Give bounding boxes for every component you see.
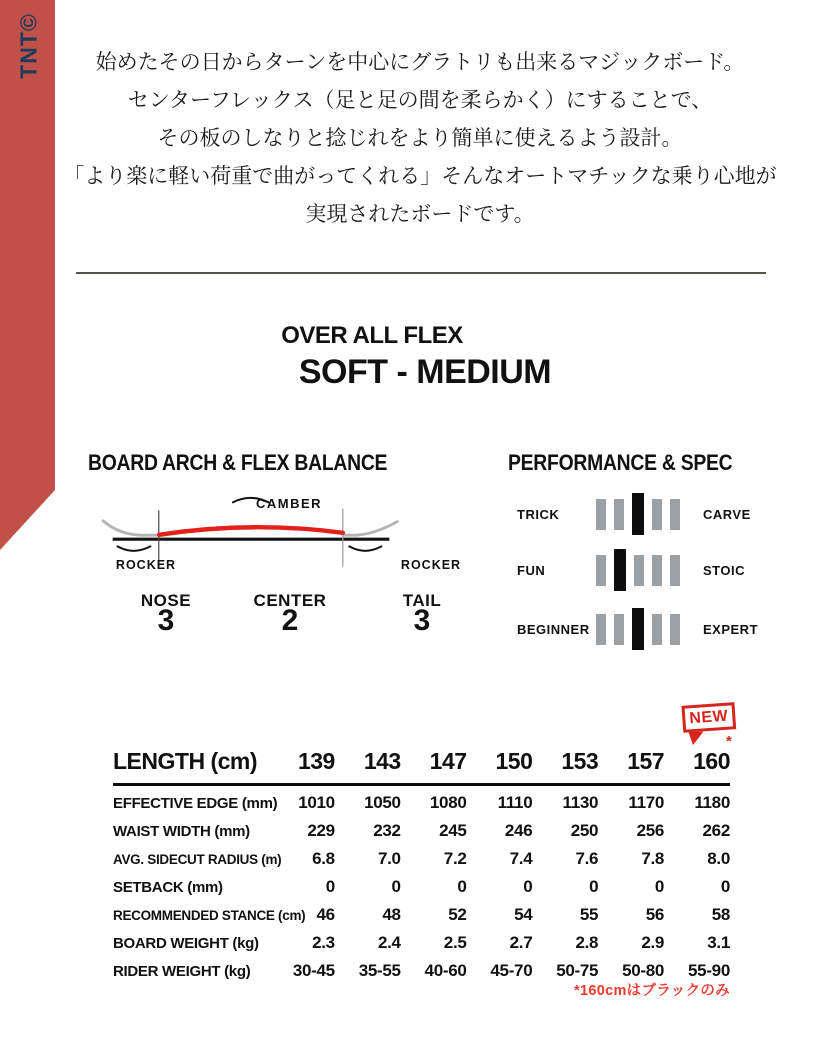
spec-value: 2.5 <box>443 933 467 952</box>
spec-value: 30-45 <box>292 961 335 980</box>
length-col-header: 160 <box>664 748 730 785</box>
spec-value: 1130 <box>562 793 599 812</box>
spec-value: 229 <box>307 821 335 840</box>
rocker-arc-icon <box>117 546 150 550</box>
spec-table <box>113 748 730 985</box>
spec-value: 3.1 <box>707 933 730 952</box>
tail-value: 3 <box>413 604 431 637</box>
spec-value: 232 <box>373 821 401 840</box>
spec-row-label: RIDER WEIGHT (kg) <box>113 962 251 980</box>
spec-value: 1180 <box>694 793 730 812</box>
center-label: CENTER <box>253 591 327 610</box>
spec-row <box>113 929 730 957</box>
spec-value: 1080 <box>429 793 467 812</box>
length-col-header: 147 <box>401 748 467 785</box>
spec-value: 0 <box>391 877 401 896</box>
rating-bar-active <box>632 608 644 650</box>
center-value: 2 <box>281 604 299 637</box>
intro-paragraph <box>0 44 840 234</box>
spec-value: 6.8 <box>312 849 335 868</box>
length-col-header: 153 <box>532 748 598 785</box>
spec-value: 8.0 <box>707 849 730 868</box>
arch-section-title: BOARD ARCH & FLEX BALANCE <box>88 450 388 475</box>
rating-bar-active <box>614 549 626 591</box>
spec-value: 55-90 <box>688 961 730 980</box>
rating-right-label: STOIC <box>703 563 745 578</box>
new-badge-asterisk: * <box>726 733 732 750</box>
spec-value: 0 <box>523 877 533 896</box>
spec-value: 2.3 <box>312 933 335 952</box>
length-col-header: 139 <box>269 748 335 785</box>
rating-bar <box>614 614 624 645</box>
spec-row-label: EFFECTIVE EDGE (mm) <box>113 794 278 812</box>
rocker-right-label: ROCKER <box>400 558 462 572</box>
rating-right-label: CARVE <box>703 507 751 522</box>
spec-table-body <box>113 785 730 986</box>
rating-bar <box>614 499 624 530</box>
length-col-header: 157 <box>598 748 664 785</box>
spec-value: 40-60 <box>424 961 467 980</box>
intro-line: 実現されたボードです。 <box>305 203 535 226</box>
rating-bar-active <box>632 493 644 535</box>
spec-value: 7.2 <box>443 849 467 868</box>
rating-left-label: BEGINNER <box>517 622 590 637</box>
spec-value: 1050 <box>364 793 401 812</box>
spec-row <box>113 873 730 901</box>
spec-value: 1110 <box>497 793 533 812</box>
rating-bar <box>652 499 662 530</box>
intro-line: 始めたその日からターンを中心にグラトリも出来るマジックボード。 <box>95 51 745 74</box>
section-divider <box>76 272 766 274</box>
spec-value: 7.6 <box>575 849 599 868</box>
spec-value: 35-55 <box>358 961 401 980</box>
camber-label: CAMBER <box>255 496 323 511</box>
spec-value: 58 <box>711 905 730 924</box>
spec-value: 0 <box>720 877 730 896</box>
rating-right-label: EXPERT <box>703 622 759 637</box>
spec-value: 7.8 <box>641 849 665 868</box>
spec-value: 50-80 <box>622 961 665 980</box>
spec-row-label: BOARD WEIGHT (kg) <box>113 934 259 952</box>
rating-bar <box>670 555 680 586</box>
length-col-header: 150 <box>467 748 533 785</box>
spec-table-length-label: LENGTH (cm) <box>113 748 269 785</box>
overall-flex-title: OVER ALL FLEX <box>281 322 463 349</box>
new-badge-label: NEW <box>681 702 736 733</box>
spec-value: 1010 <box>298 793 335 812</box>
spec-table-header-row <box>113 748 730 785</box>
rating-bar <box>670 614 680 645</box>
overall-flex-value: SOFT - MEDIUM <box>298 353 552 391</box>
rating-bars-beginner-expert <box>596 608 680 650</box>
spec-row <box>113 785 730 818</box>
spec-value: 54 <box>514 905 533 924</box>
rating-left-label: FUN <box>517 563 546 578</box>
spec-value: 262 <box>702 821 730 840</box>
spec-value: 2.7 <box>509 933 533 952</box>
new-badge-tail-icon <box>688 730 704 745</box>
spec-row <box>113 901 730 929</box>
rating-bars-fun-stoic <box>596 549 680 591</box>
spec-value: 256 <box>636 821 665 840</box>
rating-bar <box>652 555 662 586</box>
spec-value: 2.9 <box>641 933 665 952</box>
rating-bar <box>596 614 606 645</box>
spec-row-label: AVG. SIDECUT RADIUS (m) <box>113 851 282 867</box>
spec-value: 45-70 <box>490 961 533 980</box>
spec-value: 55 <box>579 905 599 924</box>
spec-value: 48 <box>382 905 401 924</box>
spec-value: 2.4 <box>377 933 401 952</box>
rating-left-label: TRICK <box>517 507 560 522</box>
spec-value: 0 <box>654 877 665 896</box>
rating-bar <box>652 614 662 645</box>
rating-bar <box>596 499 606 530</box>
rating-bars-trick-carve <box>596 493 680 535</box>
performance-section-title: PERFORMANCE & SPEC <box>508 450 733 475</box>
rating-bar <box>634 555 644 586</box>
spec-value: 0 <box>589 877 599 896</box>
spec-row-label: WAIST WIDTH (mm) <box>113 822 250 840</box>
spec-row <box>113 845 730 873</box>
nose-label: NOSE <box>140 591 192 610</box>
spec-value: 46 <box>316 905 335 924</box>
spec-row-label: RECOMMENDED STANCE (cm) <box>113 907 306 923</box>
color-footnote: *160cmはブラックのみ <box>574 983 730 999</box>
tail-label: TAIL <box>402 591 442 610</box>
spec-row <box>113 817 730 845</box>
spec-value: 7.4 <box>509 849 533 868</box>
spec-value: 2.8 <box>575 933 599 952</box>
length-col-header: 143 <box>335 748 401 785</box>
intro-line: その板のしなりと捻じれをより簡単に使えるよう設計。 <box>157 127 683 150</box>
spec-value: 245 <box>439 821 467 840</box>
rocker-left-label: ROCKER <box>115 558 177 572</box>
spec-value: 52 <box>448 905 467 924</box>
spec-row-label: SETBACK (mm) <box>113 878 223 896</box>
spec-value: 0 <box>325 877 335 896</box>
rocker-arc-icon <box>349 546 381 550</box>
spec-value: 50-75 <box>556 961 599 980</box>
spec-value: 7.0 <box>377 849 401 868</box>
spec-value: 56 <box>645 905 665 924</box>
intro-line: センターフレックス（足と足の間を柔らかく）にすることで、 <box>127 89 713 112</box>
spec-value: 1170 <box>628 793 665 812</box>
rating-bar <box>596 555 606 586</box>
spec-value: 250 <box>570 821 599 840</box>
spec-value: 0 <box>457 877 467 896</box>
spec-value: 246 <box>504 821 533 840</box>
nose-value: 3 <box>157 604 175 637</box>
brand-label: TNT© <box>15 13 42 79</box>
intro-line: 「より楽に軽い荷重で曲がってくれる」そんなオートマチックな乗り心地が <box>63 165 777 188</box>
rating-bar <box>670 499 680 530</box>
